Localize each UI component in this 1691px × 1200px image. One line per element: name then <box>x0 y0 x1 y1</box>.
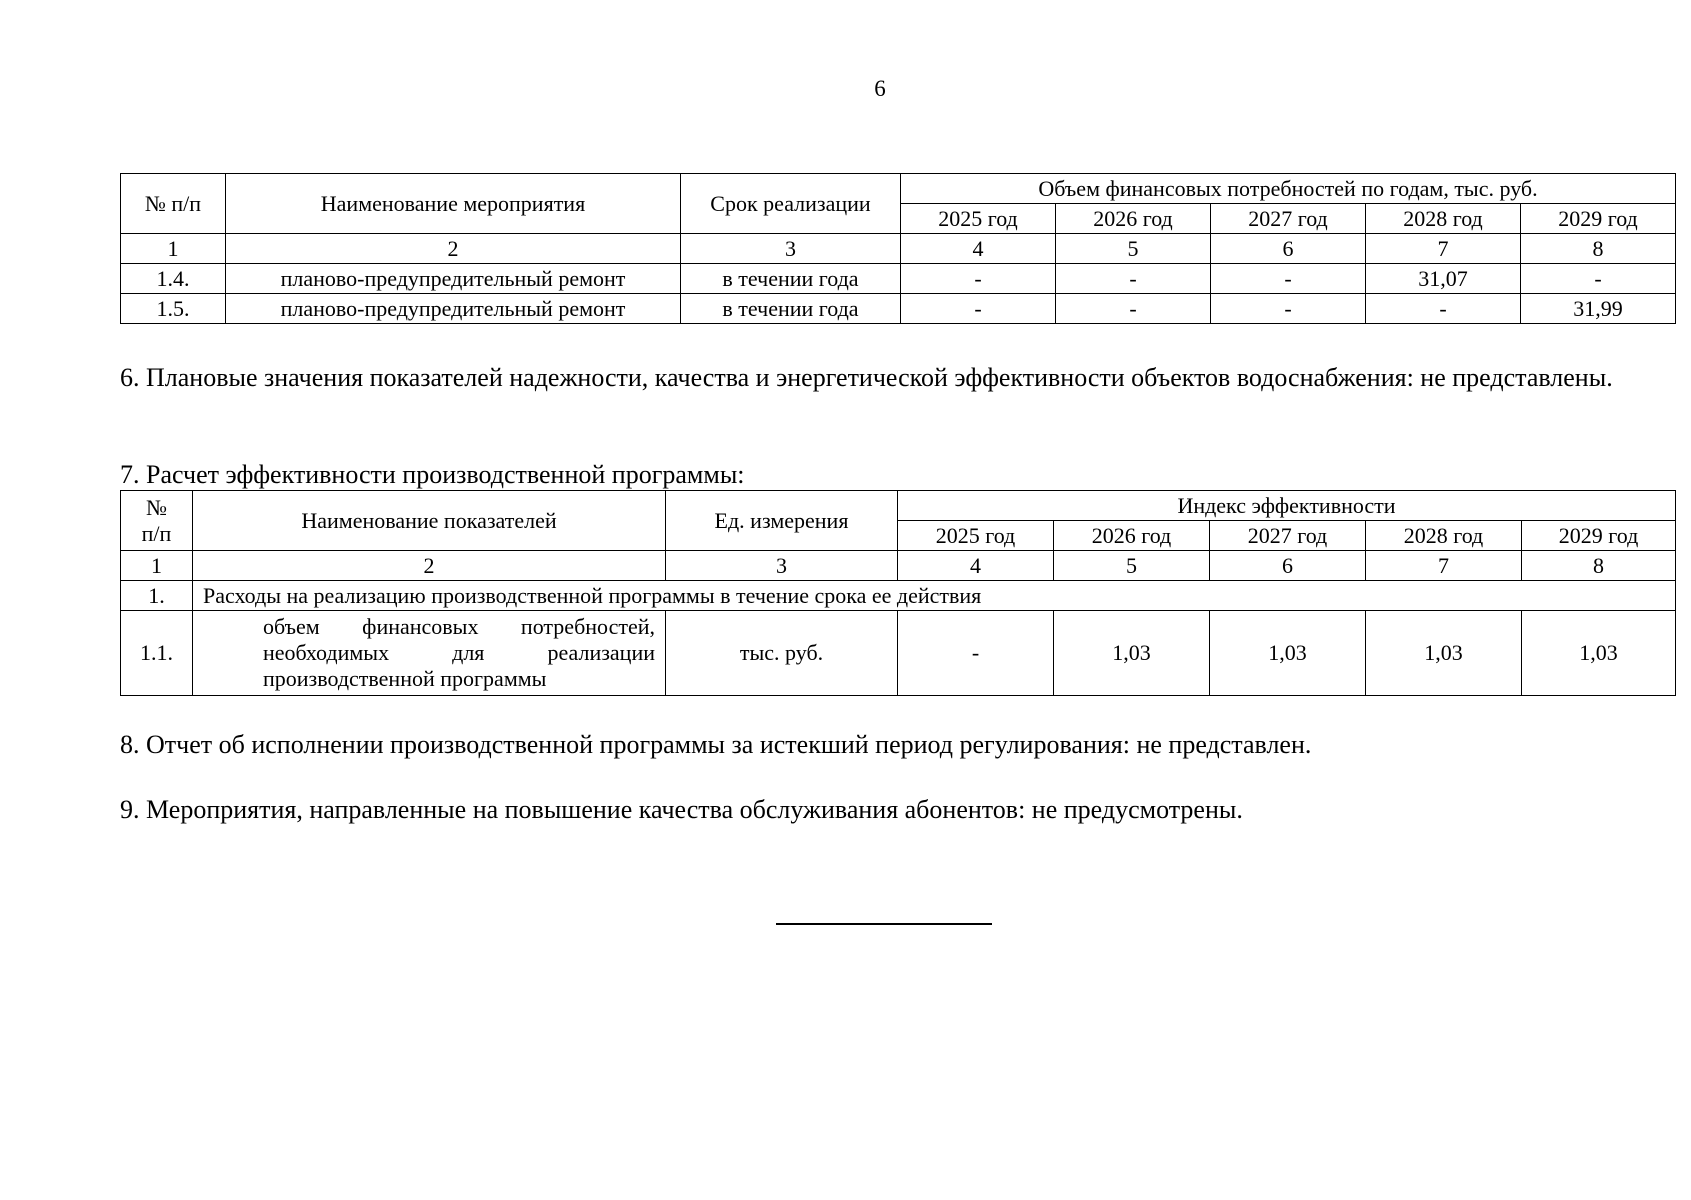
section-9-text: 9. Мероприятия, направленные на повышение качества обслуживания абонентов: не предусмотрены. <box>120 795 1243 824</box>
table-row <box>121 294 1676 324</box>
row-name: планово-предупредительный ремонт <box>226 294 681 324</box>
column-index: 8 <box>1521 234 1676 264</box>
row-term: в течении года <box>681 294 901 324</box>
row-value: - <box>1521 264 1676 294</box>
column-index-row <box>121 551 1676 581</box>
row-value: - <box>1056 294 1211 324</box>
header-name: Наименование показателей <box>193 491 666 551</box>
header-year: 2028 год <box>1366 204 1521 234</box>
row-name <box>193 611 666 696</box>
column-index: 6 <box>1210 551 1366 581</box>
row-value: 1,03 <box>1054 611 1210 696</box>
column-index: 2 <box>226 234 681 264</box>
column-index: 3 <box>681 234 901 264</box>
row-num: 1.5. <box>121 294 226 324</box>
row-value: 1,03 <box>1210 611 1366 696</box>
row-value: - <box>1366 294 1521 324</box>
row-value: - <box>1056 264 1211 294</box>
row-num: 1.1. <box>121 611 193 696</box>
row-value: - <box>1211 294 1366 324</box>
row-value: 1,03 <box>1366 611 1522 696</box>
header-year: 2027 год <box>1211 204 1366 234</box>
column-index: 5 <box>1054 551 1210 581</box>
row-value: - <box>901 294 1056 324</box>
header-num-line-1: № <box>146 494 167 520</box>
row-name-line: объем финансовых потребностей, <box>263 614 655 639</box>
section-8-text: 8. Отчет об исполнении производственной программы за истекший период регулирования: не представлен. <box>120 730 1312 759</box>
financial-needs-table <box>120 173 1676 324</box>
table-header-row <box>121 174 1676 204</box>
column-index: 3 <box>666 551 898 581</box>
row-value: 31,07 <box>1366 264 1521 294</box>
header-year: 2028 год <box>1366 521 1522 551</box>
row-value: - <box>898 611 1054 696</box>
row-value: 1,03 <box>1522 611 1676 696</box>
header-num-line-2: п/п <box>141 520 172 546</box>
table-row <box>121 611 1676 696</box>
section-6-text: 6. Плановые значения показателей надежности, качества и энергетической эффективности объектов водоснабжения: не представлены. <box>120 363 1613 392</box>
row-name-line: необходимых для реализации <box>263 640 655 665</box>
section-7-title: 7. Расчет эффективности производственной программы: <box>120 460 745 489</box>
column-index: 8 <box>1522 551 1676 581</box>
row-value: - <box>1211 264 1366 294</box>
table-header-row <box>121 491 1676 521</box>
column-index: 4 <box>898 551 1054 581</box>
row-name-line: производственной программы <box>263 666 547 691</box>
header-num: № п/п <box>121 174 226 234</box>
table-row <box>121 264 1676 294</box>
column-index: 1 <box>121 551 193 581</box>
header-year: 2029 год <box>1521 204 1676 234</box>
row-name: планово-предупредительный ремонт <box>226 264 681 294</box>
efficiency-table <box>120 490 1676 696</box>
group-num: 1. <box>121 581 193 611</box>
column-index: 1 <box>121 234 226 264</box>
header-volume: Объем финансовых потребностей по годам, тыс. руб. <box>901 174 1676 204</box>
header-year: 2026 год <box>1056 204 1211 234</box>
header-name: Наименование мероприятия <box>226 174 681 234</box>
column-index: 2 <box>193 551 666 581</box>
header-year: 2025 год <box>898 521 1054 551</box>
header-term: Срок реализации <box>681 174 901 234</box>
column-index: 7 <box>1366 551 1522 581</box>
header-year: 2029 год <box>1522 521 1676 551</box>
row-num: 1.4. <box>121 264 226 294</box>
column-index: 7 <box>1366 234 1521 264</box>
row-term: в течении года <box>681 264 901 294</box>
group-row <box>121 581 1676 611</box>
row-unit: тыс. руб. <box>666 611 898 696</box>
header-num <box>121 491 193 551</box>
row-value: 31,99 <box>1521 294 1676 324</box>
column-index: 5 <box>1056 234 1211 264</box>
end-divider-line <box>776 923 992 925</box>
page-number: 6 <box>874 76 886 101</box>
column-index: 6 <box>1211 234 1366 264</box>
column-index: 4 <box>901 234 1056 264</box>
group-text: Расходы на реализацию производственной программы в течение срока ее действия <box>193 581 1676 611</box>
header-year: 2026 год <box>1054 521 1210 551</box>
header-unit: Ед. измерения <box>666 491 898 551</box>
header-year: 2025 год <box>901 204 1056 234</box>
column-index-row <box>121 234 1676 264</box>
row-value: - <box>901 264 1056 294</box>
header-year: 2027 год <box>1210 521 1366 551</box>
header-index: Индекс эффективности <box>898 491 1676 521</box>
